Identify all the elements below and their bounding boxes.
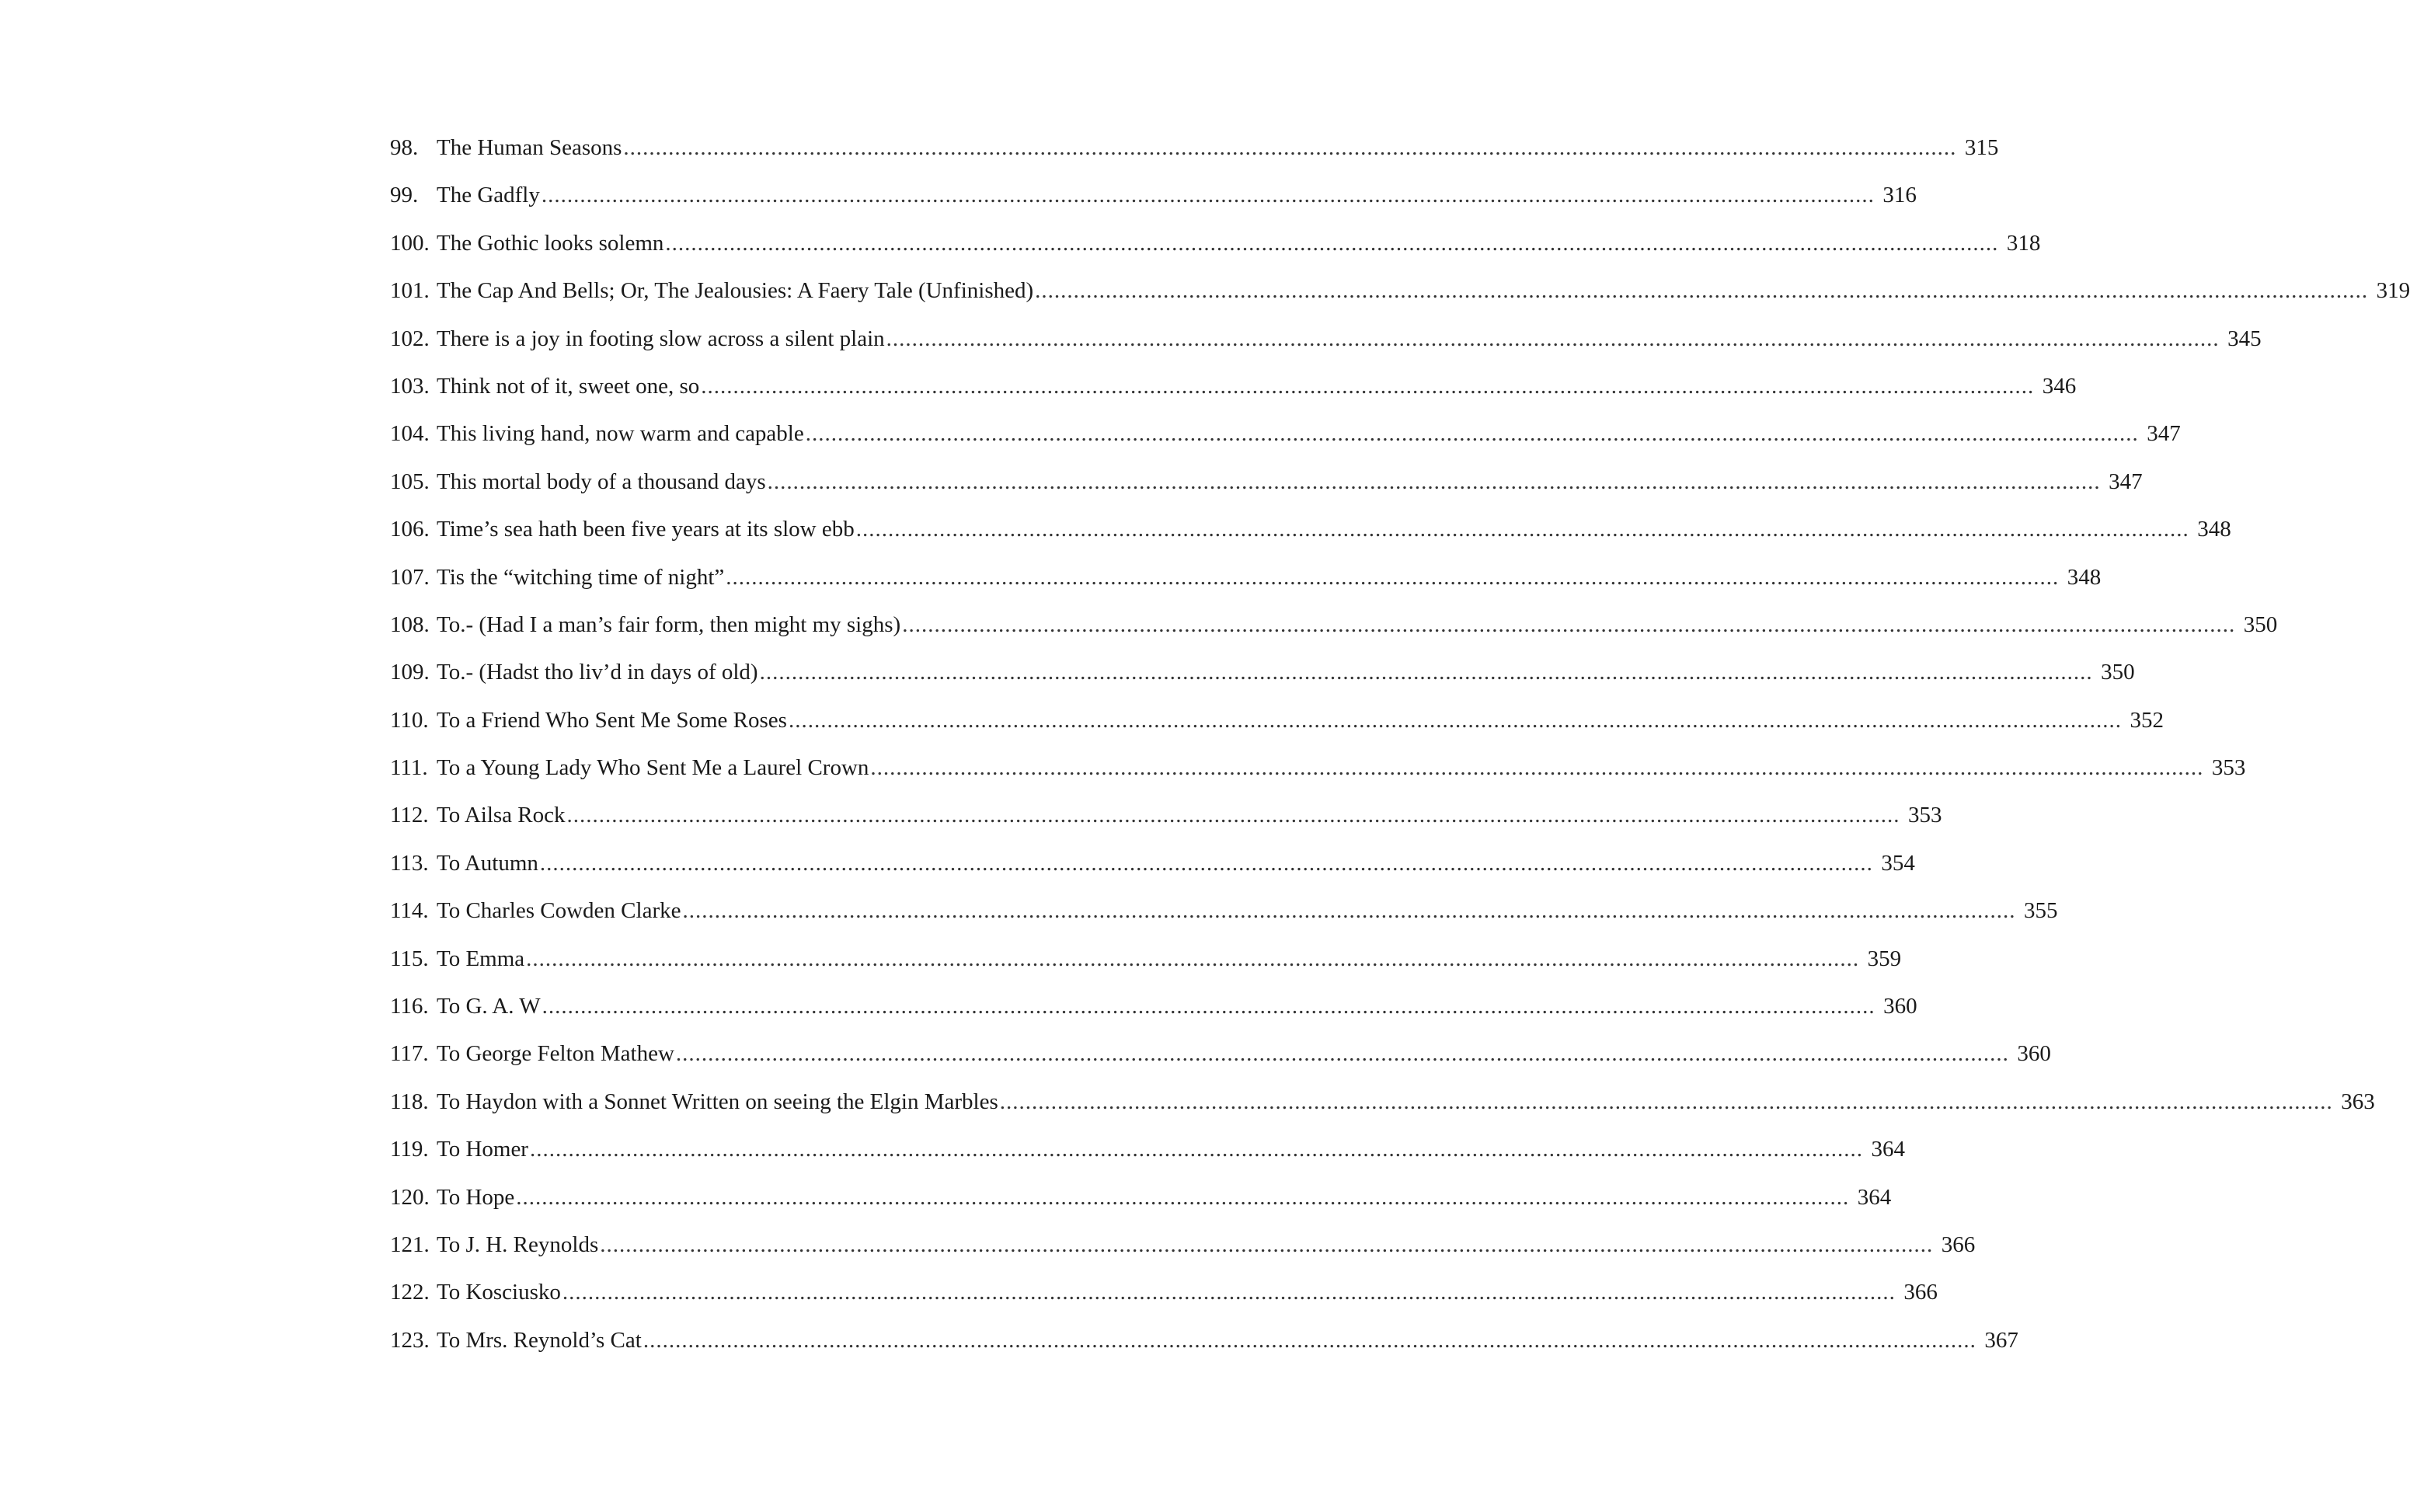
- toc-entry: [390, 458, 2143, 506]
- toc-entry-page-number: 318: [2006, 230, 2041, 256]
- toc-entry-page-number: 359: [1867, 946, 1902, 971]
- toc-entry-title: To Hope: [437, 1184, 515, 1210]
- toc-entry-number: 110.: [390, 707, 429, 733]
- toc-entry-leader-dots: [789, 697, 2122, 744]
- toc-entry-number: 123.: [390, 1327, 430, 1353]
- toc-entry-number: 121.: [390, 1232, 430, 1257]
- toc-entry: [390, 363, 2077, 410]
- toc-entry: [390, 1126, 1905, 1173]
- toc-entry-leader-dots: [567, 792, 1900, 839]
- toc-entry-leader-dots: [902, 601, 2235, 649]
- toc-entry-number: 115.: [390, 946, 429, 971]
- toc-entry-title: This mortal body of a thousand days: [437, 469, 766, 494]
- toc-entry-number: 106.: [390, 517, 430, 542]
- toc-entry-number: 111.: [390, 755, 428, 781]
- toc-list: [390, 124, 2410, 1364]
- toc-entry-page-number: 353: [2211, 755, 2246, 781]
- toc-entry-page-number: 348: [2197, 517, 2231, 542]
- toc-entry-title: The Gothic looks solemn: [437, 230, 664, 256]
- toc-entry-title: To Autumn: [437, 850, 538, 876]
- toc-entry: [390, 315, 2262, 363]
- toc-entry: [390, 649, 2135, 696]
- toc-entry: [390, 1317, 2018, 1364]
- toc-entry-number: 100.: [390, 230, 430, 256]
- toc-entry-title: To.- (Hadst tho liv’d in days of old): [437, 660, 758, 685]
- toc-entry-number: 112.: [390, 803, 429, 828]
- toc-entry-leader-dots: [600, 1221, 1933, 1269]
- toc-entry: [390, 410, 2181, 458]
- toc-entry-title: Think not of it, sweet one, so: [437, 373, 700, 399]
- toc-entry: [390, 506, 2231, 553]
- toc-entry-leader-dots: [665, 220, 1998, 267]
- toc-entry-leader-dots: [542, 983, 1875, 1030]
- toc-entry-page-number: 364: [1857, 1184, 1892, 1210]
- toc-entry-number: 119.: [390, 1137, 429, 1162]
- toc-entry: [390, 840, 1915, 887]
- toc-entry: [390, 554, 2102, 601]
- toc-entry-page-number: 346: [2042, 373, 2077, 399]
- toc-entry: [390, 124, 1999, 172]
- toc-entry-number: 120.: [390, 1184, 430, 1210]
- toc-entry-leader-dots: [1000, 1078, 2333, 1126]
- toc-entry-page-number: 355: [2023, 898, 2058, 924]
- toc-entry-leader-dots: [701, 363, 2034, 410]
- toc-entry-number: 107.: [390, 564, 430, 590]
- toc-entry-page-number: 319: [2376, 278, 2410, 304]
- toc-entry-number: 104.: [390, 421, 430, 447]
- toc-entry-page-number: 345: [2227, 326, 2262, 351]
- toc-entry-page-number: 347: [2147, 421, 2181, 447]
- toc-entry-leader-dots: [542, 172, 1875, 219]
- toc-entry-page-number: 353: [1908, 803, 1942, 828]
- toc-entry-page-number: 360: [2017, 1041, 2051, 1067]
- toc-entry: [390, 601, 2278, 649]
- toc-entry-leader-dots: [562, 1269, 1896, 1316]
- toc-entry-page-number: 354: [1881, 850, 1915, 876]
- toc-entry-title: To G. A. W: [437, 994, 541, 1019]
- toc-entry-page-number: 366: [1941, 1232, 1976, 1257]
- toc-entry-leader-dots: [886, 315, 2220, 363]
- toc-entry-title: To George Felton Mathew: [437, 1041, 674, 1067]
- toc-entry-number: 116.: [390, 994, 429, 1019]
- toc-entry-leader-dots: [643, 1317, 1976, 1364]
- toc-entry: [390, 935, 1902, 983]
- toc-entry-number: 108.: [390, 611, 430, 637]
- toc-entry-number: 99.: [390, 183, 419, 208]
- toc-entry-number: 122.: [390, 1280, 430, 1305]
- toc-entry-number: 102.: [390, 326, 430, 351]
- toc-entry-title: Time’s sea hath been five years at its slow ebb: [437, 517, 855, 542]
- toc-entry-page-number: 367: [1984, 1327, 2018, 1353]
- toc-entry-page-number: 352: [2130, 707, 2164, 733]
- toc-entry: [390, 1174, 1892, 1221]
- toc-entry-page-number: 315: [1964, 135, 1999, 160]
- toc-entry-leader-dots: [623, 124, 1956, 172]
- toc-entry-number: 103.: [390, 373, 430, 399]
- toc-entry-number: 114.: [390, 898, 429, 924]
- toc-entry-leader-dots: [540, 840, 1873, 887]
- toc-entry-title: The Gadfly: [437, 183, 540, 208]
- toc-entry-leader-dots: [676, 1030, 2009, 1078]
- toc-entry-number: 109.: [390, 660, 430, 685]
- toc-entry-title: To Ailsa Rock: [437, 803, 566, 828]
- toc-entry-leader-dots: [526, 935, 1859, 983]
- toc-entry-title: To.- (Had I a man’s fair form, then might my sighs): [437, 611, 901, 637]
- toc-entry-number: 113.: [390, 850, 429, 876]
- toc-entry-title: To Emma: [437, 946, 525, 971]
- toc-entry-number: 118.: [390, 1089, 429, 1114]
- toc-entry: [390, 983, 1917, 1030]
- toc-entry-title: To Homer: [437, 1137, 528, 1162]
- toc-entry-number: 105.: [390, 469, 430, 494]
- toc-entry-title: To Kosciusko: [437, 1280, 561, 1305]
- toc-entry: [390, 1030, 2051, 1078]
- toc-entry-title: To Mrs. Reynold’s Cat: [437, 1327, 642, 1353]
- toc-entry-page-number: 316: [1882, 183, 1917, 208]
- toc-entry-leader-dots: [530, 1126, 1863, 1173]
- toc-entry-title: To a Friend Who Sent Me Some Roses: [437, 707, 787, 733]
- toc-entry-page-number: 366: [1903, 1280, 1938, 1305]
- toc-entry-title: To Charles Cowden Clarke: [437, 898, 681, 924]
- toc-entry: [390, 1269, 1938, 1316]
- toc-entry-number: 117.: [390, 1041, 429, 1067]
- toc-entry-title: Tis the “witching time of night”: [437, 564, 725, 590]
- toc-entry-leader-dots: [856, 506, 2189, 553]
- toc-entry-page-number: 364: [1871, 1137, 1905, 1162]
- toc-entry-page-number: 350: [2101, 660, 2135, 685]
- toc-entry: [390, 1221, 1976, 1269]
- toc-entry-page-number: 350: [2243, 611, 2278, 637]
- toc-entry: [390, 744, 2246, 792]
- toc-entry-title: There is a joy in footing slow across a silent plain: [437, 326, 885, 351]
- toc-entry-leader-dots: [870, 744, 2203, 792]
- toc-entry-title: To a Young Lady Who Sent Me a Laurel Crown: [437, 755, 869, 781]
- toc-entry: [390, 697, 2164, 744]
- toc-entry-leader-dots: [760, 649, 2093, 696]
- toc-entry-page-number: 348: [2067, 564, 2102, 590]
- toc-entry: [390, 220, 2041, 267]
- toc-entry-title: This living hand, now warm and capable: [437, 421, 804, 447]
- toc-entry-leader-dots: [1035, 267, 2368, 315]
- toc-entry-title: To J. H. Reynolds: [437, 1232, 599, 1257]
- toc-entry: [390, 887, 2058, 935]
- toc-entry-leader-dots: [516, 1174, 1849, 1221]
- toc-entry-title: The Cap And Bells; Or, The Jealousies: A Faery Tale (Unfinished): [437, 278, 1034, 304]
- toc-entry-leader-dots: [726, 554, 2059, 601]
- toc-entry-number: 101.: [390, 278, 430, 304]
- toc-entry-page-number: 363: [2341, 1089, 2375, 1114]
- toc-entry: [390, 792, 1942, 839]
- toc-entry-leader-dots: [806, 410, 2139, 458]
- toc-entry: [390, 1078, 2375, 1126]
- toc-entry-page-number: 360: [1883, 994, 1917, 1019]
- toc-entry-leader-dots: [768, 458, 2101, 506]
- toc-entry: [390, 267, 2410, 315]
- toc-entry: [390, 172, 1917, 219]
- toc-entry-leader-dots: [682, 887, 2015, 935]
- toc-entry-title: The Human Seasons: [437, 135, 622, 160]
- toc-entry-number: 98.: [390, 135, 419, 160]
- toc-entry-title: To Haydon with a Sonnet Written on seeing the Elgin Marbles: [437, 1089, 998, 1114]
- toc-entry-page-number: 347: [2109, 469, 2143, 494]
